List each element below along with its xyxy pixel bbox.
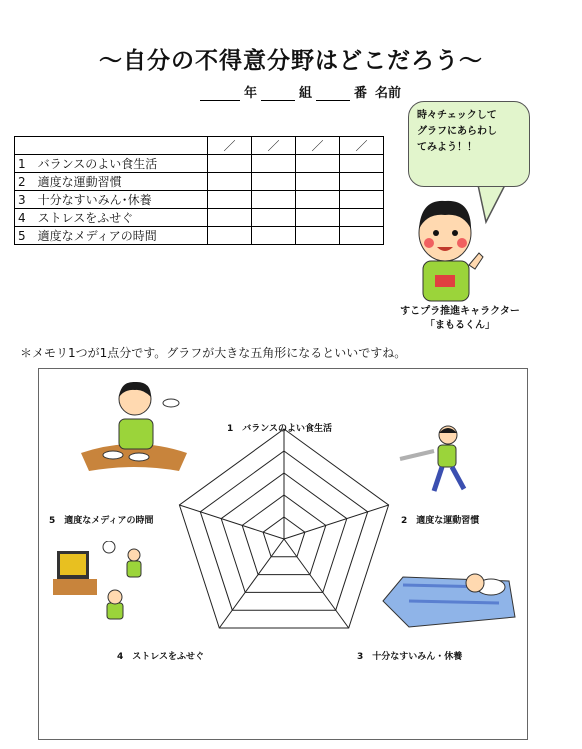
instruction-note: ＊メモリ1つが1点分です。グラフが大きな五角形になるといいですね。 — [20, 346, 407, 360]
bubble-line: グラフにあらわし — [417, 126, 497, 137]
character-caption — [380, 305, 540, 333]
radar-spoke — [179, 505, 284, 539]
radar-chart-frame — [38, 368, 528, 740]
class-label: 組 — [299, 86, 313, 101]
speech-bubble — [408, 101, 530, 187]
caption-line: すこプラ推進キャラクター — [400, 306, 520, 317]
axis-label-3: 3 十分なすいみん・休養 — [357, 652, 463, 662]
item-label: バランスのよい食生活 — [37, 157, 158, 171]
mascot-mamoru-illustration — [405, 193, 495, 303]
axis-label-2: 2 適度な運動習慣 — [401, 516, 480, 526]
item-number: 1 — [18, 157, 26, 171]
caption-line: 「まもるくん」 — [425, 320, 495, 331]
radar-spoke — [284, 539, 349, 628]
date-cell[interactable]: ／ — [208, 137, 252, 155]
page-title: ～自分の不得意分野はどこだろう～ — [99, 48, 483, 74]
date-cell[interactable]: ／ — [296, 137, 340, 155]
item-label: 適度な運動習慣 — [37, 175, 122, 189]
baseball-boy-illustration — [394, 425, 474, 501]
axis-label-4: 4 ストレスをふせぐ — [117, 652, 204, 662]
eating-boy-illustration — [79, 375, 189, 475]
name-label: 名前 — [375, 86, 402, 101]
item-label: 十分なすいみん･休養 — [37, 193, 152, 207]
item-number: 4 — [18, 211, 26, 225]
bubble-line: てみよう！！ — [417, 142, 477, 153]
item-number: 5 — [18, 229, 26, 243]
media-time-illustration — [49, 541, 159, 631]
item-label: ストレスをふせぐ — [37, 211, 134, 225]
axis-label-1: 1 バランスのよい食生活 — [227, 424, 332, 434]
number-label: 番 — [354, 86, 368, 101]
sleeping-boy-illustration — [379, 555, 519, 635]
item-label: 適度なメディアの時間 — [37, 229, 157, 243]
date-cell[interactable]: ／ — [252, 137, 296, 155]
date-cell[interactable]: ／ — [340, 137, 384, 155]
radar-spoke — [219, 539, 284, 628]
year-label: 年 — [244, 86, 258, 101]
item-number: 2 — [18, 175, 26, 189]
bubble-line: 時々チェックして — [417, 110, 497, 121]
item-number: 3 — [18, 193, 26, 207]
radar-spoke — [284, 505, 389, 539]
axis-label-5: 5 適度なメディアの時間 — [49, 516, 154, 526]
